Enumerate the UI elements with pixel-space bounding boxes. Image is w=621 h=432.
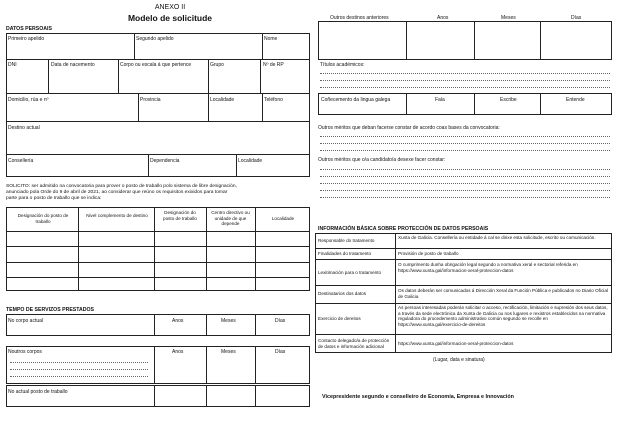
privacy-label-recipients: Destinatarios dos datos [318, 291, 367, 296]
field-locality-2: Localidade [238, 158, 263, 164]
field-dni: DNI [8, 62, 17, 68]
page-title: Modelo de solicitude [127, 13, 213, 23]
field-ministry: Consellería [8, 158, 34, 164]
field-name: Nome [264, 36, 278, 42]
merits-label: Outros méritos que deban facerse constar de acordo coas bases da convocatoria: [318, 125, 500, 131]
field-birth-date: Data de nacemento [51, 62, 95, 68]
services-current-corps: No corpo actual [8, 318, 44, 324]
other-posts-years: Anos [437, 15, 449, 21]
services-current-post: No actual posto de traballo [8, 389, 68, 395]
other-posts-grid [318, 21, 612, 60]
request-line-3: parte para o posto de traballo que se indica: [6, 196, 102, 201]
posts-col-designation: Designación do posto de traballo [17, 213, 69, 224]
galician-understand: Entende [566, 97, 585, 103]
posts-col-locality: Localidade [271, 216, 295, 221]
services-months-1: Meses [221, 318, 236, 324]
services-years-2: Anos [172, 349, 184, 355]
services-days-2: Días [275, 349, 286, 355]
field-province: Provincia [140, 97, 161, 103]
other-posts-months: Meses [501, 15, 516, 21]
privacy-value-rights: As persoas interesadas poderán solicitar o acceso, rectificación, limitación e supresión dos seus datos, a través da sede electrónica da Xunta de Galicia ou nos lugares e rexistros establecidos na normativa reguladora do procedemento administrativo común segundo se recolle en https://www.xunta.gal/exercicio-de-dereitos [398, 305, 608, 327]
galician-write: Escribe [500, 97, 517, 103]
galician-speak: Fala [435, 97, 445, 103]
other-merits-label: Outros méritos que o/a candidato/a desexe facer constar: [318, 157, 446, 163]
field-address: Domicilio, rúa e nº [8, 97, 49, 103]
other-posts-label: Outros destinos anteriores [330, 15, 389, 21]
field-surname2: Segundo apelido [136, 36, 174, 42]
posts-col-designation-2: Designación do posto de traballo [163, 210, 197, 221]
privacy-label-responsible: Responsable do tratamento [318, 238, 375, 243]
services-other-corps: Noutros corpos [8, 349, 42, 355]
services-months-2: Meses [221, 349, 236, 355]
field-surname1: Primeiro apelido [8, 36, 45, 42]
field-locality: Localidade [210, 97, 235, 103]
privacy-value-responsible: Xunta de Galicia. Consellería ou entidade á cal se dirixe esta solicitude, escrito ou comunicación. [398, 235, 596, 240]
posts-col-level: Nivel complemento de destino [86, 213, 148, 218]
galician-language-label: Coñecemento da lingua galega [321, 97, 391, 103]
privacy-label-legitimation: Lexitimación para o tratamento [318, 270, 382, 275]
field-nrp: Nº de RP [263, 62, 284, 68]
privacy-value-recipients: Os datos deberán ser comunicados á Dirección Xeral da Función Pública e publicados no Diario Oficial de Galicia [398, 288, 608, 299]
privacy-value-contact: https://www.xunta.gal/informacion-xeral-proteccion-datos [398, 341, 514, 346]
section-personal-data: DATOS PERSOAIS [6, 26, 52, 32]
privacy-label-contact: Contacto delegado/a de protección de datos e información adicional [318, 338, 390, 349]
privacy-label-purpose: Finalidades do tratamento [318, 251, 372, 256]
place-date-signature: (Lugar, data e sinatura) [433, 357, 485, 363]
field-current-post: Destino actual [8, 125, 40, 131]
services-other-corps-box [6, 346, 310, 384]
field-group: Grupo [210, 62, 224, 68]
personal-data-grid [6, 33, 310, 177]
field-corps: Corpo ou escala á que pertence [120, 62, 192, 68]
services-days-1: Días [275, 318, 286, 324]
posts-col-center: Centro directivo ou unidade de que depende [211, 210, 250, 227]
request-line-2: anunciado pola Orde do 9 de abril de 2021, ao considerar que reúno os requisitos exixidos para tomar [6, 190, 228, 195]
section-privacy: INFORMACIÓN BÁSICA SOBRE PROTECCIÓN DE DATOS PERSOAIS [318, 226, 489, 232]
services-years-1: Anos [172, 318, 184, 324]
academic-titles-label: Títulos académicos: [320, 62, 365, 68]
field-dependency: Dependencia [150, 158, 180, 164]
privacy-value-legitimation: O cumprimento dunha obrigación legal segundo a normativa xeral e sectorial referida en https://www.xunta.gal/informacion-xeral-proteccion-datos [398, 262, 578, 273]
annex-label: ANEXO II [154, 4, 186, 11]
field-phone: Teléfono [264, 97, 283, 103]
other-posts-days: Días [571, 15, 582, 21]
privacy-value-purpose: Provisión de posto de traballo [398, 251, 459, 256]
request-line-1: SOLICITO: ser admitido na convocatoria para prover o posto de traballo polo sistema de libre designación, [6, 184, 237, 189]
services-current-corps-box [6, 314, 310, 336]
privacy-label-rights: Exercicio de dereitos [318, 316, 361, 321]
section-services: TEMPO DE SERVIZOS PRESTADOS [6, 307, 95, 313]
signatory: Vicepresidente segundo e conselleiro de Economía, Empresa e Innovación [322, 394, 514, 400]
